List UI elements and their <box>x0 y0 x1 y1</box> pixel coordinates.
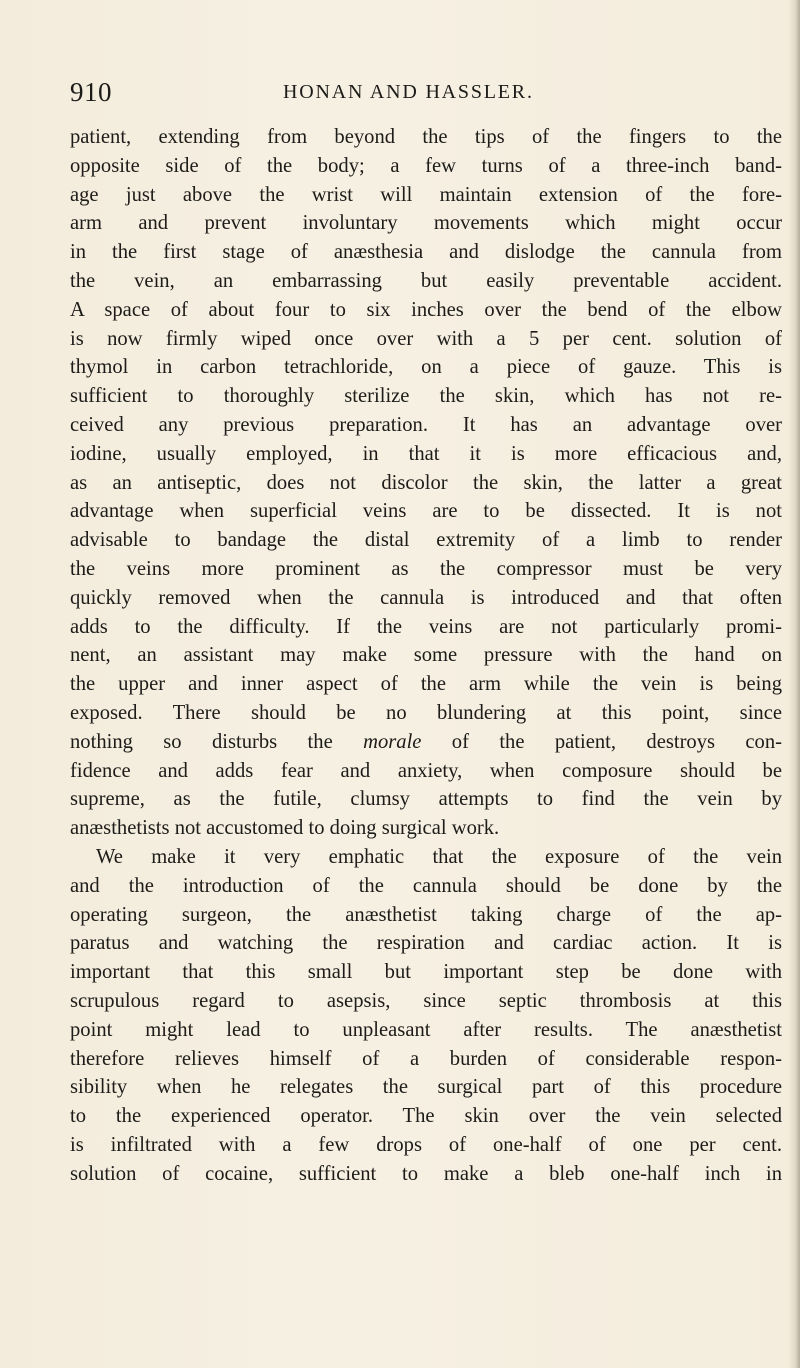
text-line: paratus and watching the respiration and cardiac action. It is <box>70 932 782 955</box>
text-line: advantage when superficial veins are to be dissected. It is not <box>70 500 782 523</box>
paragraph-2 <box>70 843 782 1189</box>
text-line: quickly removed when the cannula is introduced and that often <box>70 586 782 609</box>
text-line: to the experienced operator. The skin over the vein selected <box>70 1105 782 1128</box>
text-line: iodine, usually employed, in that it is more efficacious and, <box>70 442 782 465</box>
text-line: exposed. There should be no blundering at this point, since <box>70 701 782 724</box>
text-line-morale <box>70 728 782 757</box>
text-line: supreme, as the futile, clumsy attempts to find the vein by <box>70 788 782 811</box>
text-line: A space of about four to six inches over the bend of the elbow <box>70 298 782 321</box>
text-line: sibility when he relegates the surgical part of this procedure <box>70 1076 782 1099</box>
text-line: therefore relieves himself of a burden of considerable respon- <box>70 1047 782 1070</box>
page-header <box>70 76 780 112</box>
text-fragment: of the patient, destroys con- <box>421 730 782 753</box>
text-line: age just above the wrist will maintain extension of the fore- <box>70 183 782 206</box>
page-number: 910 <box>70 77 112 107</box>
text-line: in the first stage of anæsthesia and dislodge the cannula from <box>70 241 782 264</box>
text-line: fidence and adds fear and anxiety, when composure should be <box>70 759 782 782</box>
text-line: and the introduction of the cannula should be done by the <box>70 874 782 897</box>
text-line: is now firmly wiped once over with a 5 per cent. solution of <box>70 327 782 350</box>
text-line: ceived any previous preparation. It has an advantage over <box>70 413 782 436</box>
running-head: HONAN AND HASSLER. <box>283 81 534 103</box>
text-line: the vein, an embarrassing but easily preventable accident. <box>70 269 782 292</box>
body-text <box>70 123 782 1188</box>
text-line: as an antiseptic, does not discolor the skin, the latter a great <box>70 471 782 494</box>
text-line: sufficient to thoroughly sterilize the skin, which has not re- <box>70 385 782 408</box>
text-line: arm and prevent involuntary movements which might occur <box>70 212 782 235</box>
text-line: the upper and inner aspect of the arm while the vein is being <box>70 673 782 696</box>
text-line: We make it very emphatic that the exposure of the vein <box>96 845 782 868</box>
text-line: important that this small but important step be done with <box>70 961 782 984</box>
text-line: point might lead to unpleasant after results. The anæsthetist <box>70 1018 782 1041</box>
text-line: opposite side of the body; a few turns of a three-inch band- <box>70 154 782 177</box>
page-edge-shadow <box>788 0 800 1368</box>
text-line: adds to the difficulty. If the veins are not particularly promi- <box>70 615 782 638</box>
italic-morale: morale <box>363 730 422 753</box>
text-line: scrupulous regard to asepsis, since septic thrombosis at this <box>70 989 782 1012</box>
text-line: operating surgeon, the anæsthetist taking charge of the ap- <box>70 903 782 926</box>
text-line: the veins more prominent as the compressor must be very <box>70 557 782 580</box>
text-line: anæsthetists not accustomed to doing surgical work. <box>70 817 500 840</box>
text-line: patient, extending from beyond the tips of the fingers to the <box>70 126 782 148</box>
text-line: thymol in carbon tetrachloride, on a piece of gauze. This is <box>70 356 782 379</box>
text-line: is infiltrated with a few drops of one-half of one per cent. <box>70 1133 782 1156</box>
paragraph-1 <box>70 123 782 843</box>
text-line: nent, an assistant may make some pressure with the hand on <box>70 644 782 667</box>
text-fragment: nothing so disturbs the <box>70 730 364 753</box>
text-line: advisable to bandage the distal extremity of a limb to render <box>70 529 782 552</box>
text-line: solution of cocaine, sufficient to make a bleb one-half inch in <box>70 1162 782 1185</box>
